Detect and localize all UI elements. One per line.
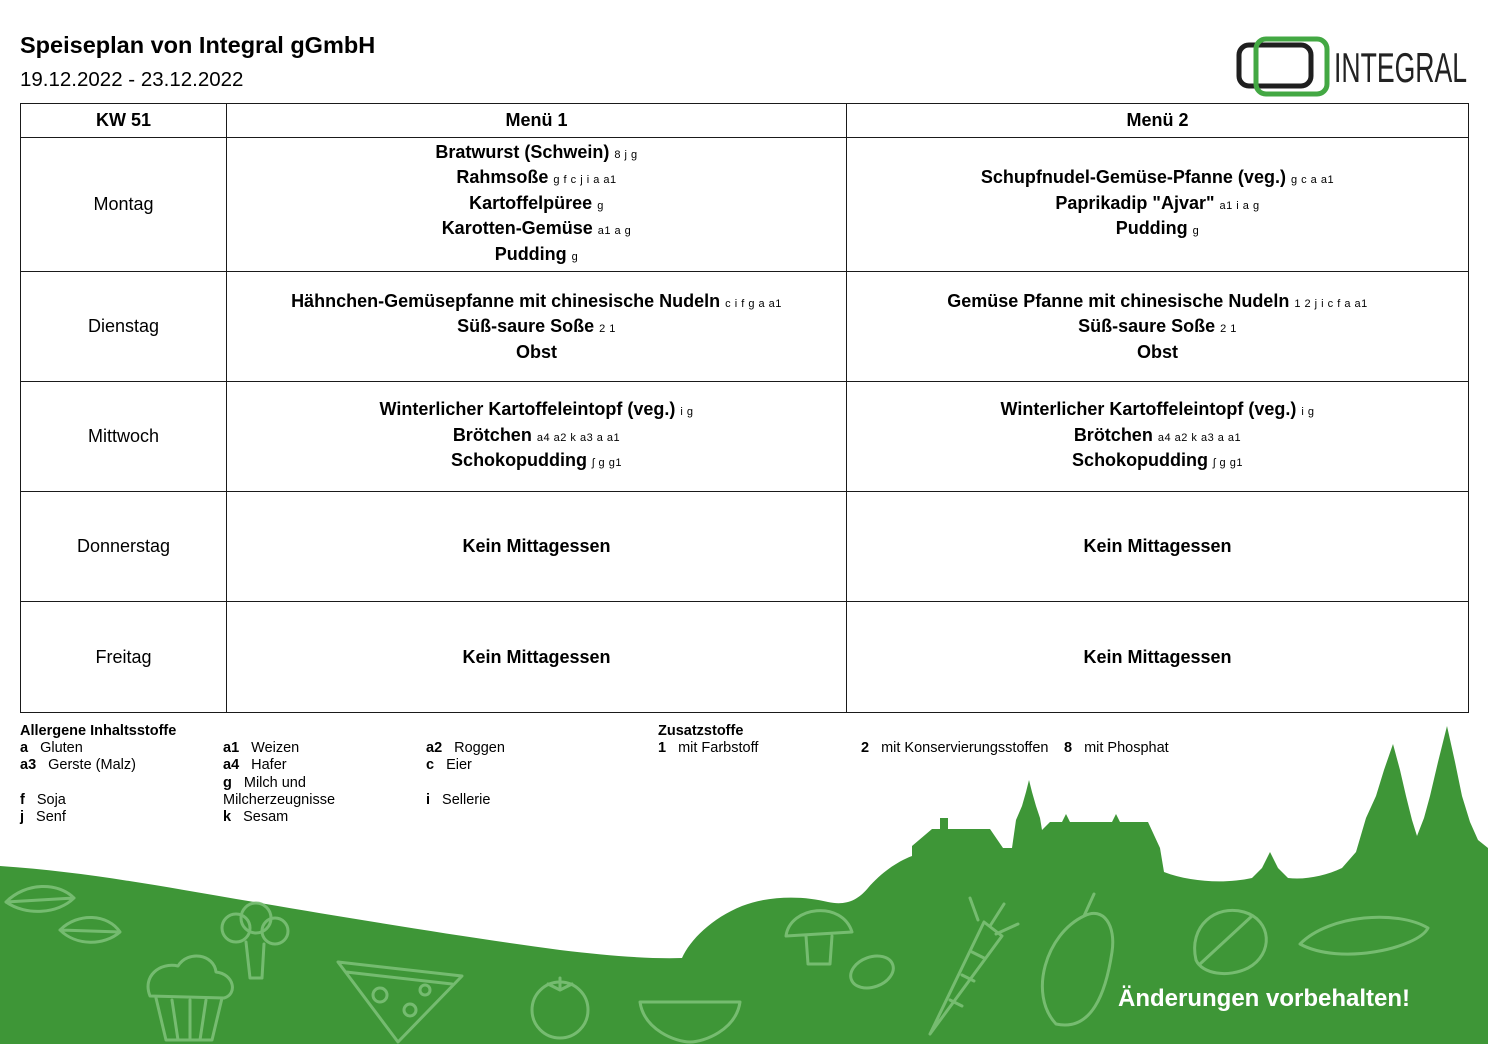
- allergen-code: i: [426, 791, 431, 808]
- dish-line: [847, 217, 1468, 243]
- additive-code: 8: [1064, 740, 1073, 757]
- changes-reserved-notice: Änderungen vorbehalten!: [1118, 985, 1411, 1012]
- allergen-label: Senf: [36, 809, 66, 826]
- day-row-dienstag: [21, 272, 1469, 382]
- dish-allergen-codes: a4 a2 k a3 a a1: [1157, 431, 1242, 444]
- dish-line: [847, 398, 1468, 424]
- dish-line: [227, 192, 846, 218]
- dish-line: [227, 424, 846, 450]
- menu-1-cell: [227, 602, 847, 713]
- dish-name: Süß-saure Soße: [1078, 316, 1216, 337]
- dish-line: [847, 290, 1468, 316]
- dish-line: [227, 315, 846, 341]
- dish-name: Pudding: [494, 243, 567, 264]
- dish-line: [227, 290, 846, 316]
- dish-allergen-codes: g f c j i a a1: [553, 174, 617, 187]
- dish-allergen-codes: 1 2 j i c f a a1: [1294, 297, 1368, 310]
- header-week: KW 51: [21, 104, 227, 138]
- header-menu-1: Menü 1: [227, 104, 847, 138]
- day-label: Mittwoch: [21, 382, 227, 492]
- dish-allergen-codes: 8 j g: [614, 148, 638, 161]
- allergen-code: f: [20, 791, 25, 808]
- dish-name: Kein Mittagessen: [462, 646, 611, 667]
- menu-2-cell: [847, 492, 1469, 602]
- dish-name: Rahmsoße: [456, 167, 549, 188]
- menu-1-cell: [227, 138, 847, 272]
- allergen-code: c: [426, 757, 435, 774]
- day-label: Dienstag: [21, 272, 227, 382]
- menu-1-cell: [227, 382, 847, 492]
- allergen-code: a: [20, 740, 29, 757]
- day-label: Freitag: [21, 602, 227, 713]
- menu-1-cell: [227, 272, 847, 382]
- dish-allergen-codes: i g: [1301, 406, 1315, 419]
- dish-line: [847, 192, 1468, 218]
- dish-line: [227, 398, 846, 424]
- dish-name: Pudding: [1115, 218, 1188, 239]
- header-menu-2: Menü 2: [847, 104, 1469, 138]
- dish-name: Bratwurst (Schwein): [435, 141, 610, 162]
- dish-line: [227, 166, 846, 192]
- allergen-label: Hafer: [251, 757, 287, 774]
- dish-name: Brötchen: [452, 424, 532, 445]
- dish-line: [847, 449, 1468, 475]
- dish-name: Schokopudding: [451, 450, 588, 471]
- dish-allergen-codes: ʃ g g1: [592, 457, 622, 470]
- dish-line: [227, 141, 846, 167]
- day-row-freitag: [21, 602, 1469, 713]
- allergen-label: Gerste (Malz): [48, 757, 136, 774]
- allergen-label: Eier: [446, 757, 472, 774]
- menu-2-cell: [847, 138, 1469, 272]
- dish-allergen-codes: i g: [680, 406, 694, 419]
- allergen-label: Weizen: [251, 740, 300, 757]
- dish-line: [847, 424, 1468, 450]
- dish-name: Paprikadip "Ajvar": [1055, 192, 1215, 213]
- additive-label: mit Konservierungsstoffen: [881, 740, 1049, 757]
- dish-line: [227, 341, 846, 364]
- dish-name: Gemüse Pfanne mit chinesische Nudeln: [947, 290, 1290, 311]
- dish-name: Kein Mittagessen: [1083, 536, 1232, 557]
- additive-label: mit Phosphat: [1084, 740, 1169, 757]
- allergen-code: a4: [223, 757, 240, 774]
- allergen-code: g: [223, 774, 232, 791]
- allergen-label: Sesam: [243, 809, 289, 826]
- dish-allergen-codes: g: [1192, 225, 1200, 238]
- dish-name: Hähnchen-Gemüsepfanne mit chinesische Nudeln: [291, 290, 721, 311]
- allergen-legend-title: Allergene Inhaltsstoffe: [20, 723, 177, 739]
- dish-name: Obst: [1136, 341, 1178, 362]
- allergen-code: k: [223, 809, 232, 826]
- allergen-code: a2: [426, 740, 443, 757]
- dish-name: Schupfnudel-Gemüse-Pfanne (veg.): [980, 167, 1286, 188]
- dish-name: Kartoffelpüree: [469, 192, 593, 213]
- table-header-row: [21, 104, 1469, 138]
- additive-code: 1: [658, 740, 667, 757]
- dish-line: [847, 315, 1468, 341]
- dish-allergen-codes: g: [571, 250, 579, 263]
- allergen-label: Soja: [36, 791, 66, 808]
- dish-name: Winterlicher Kartoffeleintopf (veg.): [1000, 399, 1297, 420]
- menu-2-cell: [847, 272, 1469, 382]
- dish-name: Schokopudding: [1072, 450, 1209, 471]
- dish-name: Karotten-Gemüse: [441, 218, 593, 239]
- dish-name: Brötchen: [1073, 424, 1153, 445]
- dish-name: Süß-saure Soße: [457, 316, 595, 337]
- dish-line: [227, 535, 846, 558]
- additive-legend-title: Zusatzstoffe: [658, 723, 744, 739]
- day-row-mittwoch: [21, 382, 1469, 492]
- dish-line: [847, 341, 1468, 364]
- day-row-donnerstag: [21, 492, 1469, 602]
- allergen-code: a1: [223, 740, 240, 757]
- additive-code: 2: [861, 740, 870, 757]
- integral-logo: [1228, 34, 1472, 100]
- page-title: Speiseplan von Integral gGmbH: [20, 32, 376, 58]
- dish-line: [227, 646, 846, 669]
- menu-2-cell: [847, 382, 1469, 492]
- allergen-code: j: [20, 809, 25, 826]
- menu-1-cell: [227, 492, 847, 602]
- dish-allergen-codes: g c a a1: [1290, 174, 1335, 187]
- dish-line: [227, 217, 846, 243]
- dish-name: Kein Mittagessen: [462, 536, 611, 557]
- dish-line: [847, 166, 1468, 192]
- menu-2-cell: [847, 602, 1469, 713]
- dish-allergen-codes: 2 1: [599, 323, 616, 336]
- dish-name: Obst: [515, 341, 557, 362]
- dish-allergen-codes: c i f g a a1: [725, 297, 782, 310]
- day-row-montag: [21, 138, 1469, 272]
- menu-table: [20, 103, 1469, 713]
- dish-allergen-codes: a1 i a g: [1219, 199, 1260, 212]
- dish-name: Winterlicher Kartoffeleintopf (veg.): [379, 399, 676, 420]
- dish-allergen-codes: ʃ g g1: [1213, 457, 1243, 470]
- dish-allergen-codes: 2 1: [1220, 323, 1237, 336]
- dish-allergen-codes: a4 a2 k a3 a a1: [536, 431, 621, 444]
- date-range: 19.12.2022 - 23.12.2022: [20, 68, 244, 91]
- dish-allergen-codes: g: [597, 199, 604, 212]
- allergen-label: Roggen: [454, 740, 505, 757]
- dish-line: [227, 243, 846, 269]
- dish-name: Kein Mittagessen: [1083, 646, 1232, 667]
- allergen-label: Milch und Milcherzeugnisse: [223, 774, 336, 808]
- logo-wordmark: INTEGRAL: [1334, 44, 1467, 91]
- dish-allergen-codes: a1 a g: [597, 225, 632, 238]
- menu-table-body: [21, 138, 1469, 713]
- day-label: Donnerstag: [21, 492, 227, 602]
- dish-line: [227, 449, 846, 475]
- dish-line: [847, 646, 1468, 669]
- allergen-code: a3: [20, 757, 37, 774]
- day-label: Montag: [21, 138, 227, 272]
- additive-label: mit Farbstoff: [678, 740, 759, 757]
- dish-line: [847, 535, 1468, 558]
- allergen-label: Gluten: [40, 740, 83, 757]
- allergen-label: Sellerie: [442, 791, 491, 808]
- logo-mark-icon: [1239, 39, 1327, 94]
